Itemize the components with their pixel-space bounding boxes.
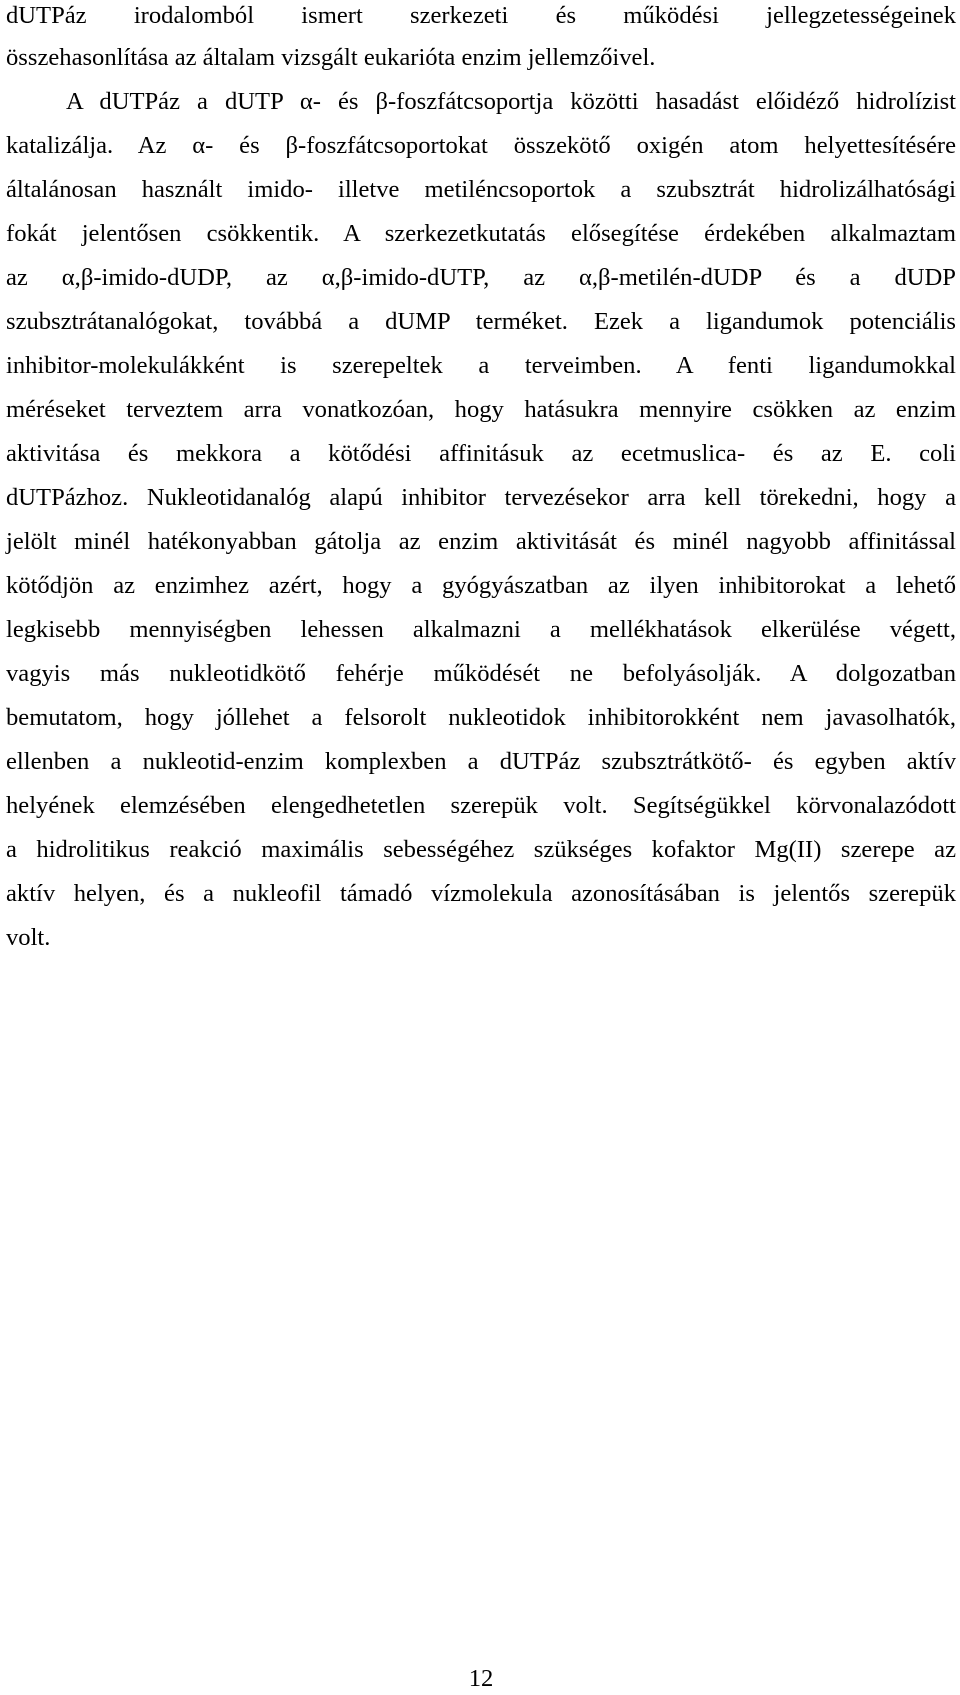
text-line: szubsztrátanalógokat, továbbá a dUMP terméket. Ezek a ligandumok potenciális — [6, 308, 956, 335]
text-line: a hidrolitikus reakció maximális sebességéhez szükséges kofaktor Mg(II) szerepe az — [6, 836, 956, 863]
document-page — [6, 0, 956, 1693]
text-line: dUTPázhoz. Nukleotidanalóg alapú inhibitor tervezésekor arra kell törekedni, hogy a — [6, 484, 956, 511]
text-line: A dUTPáz a dUTP α- és β-foszfátcsoportja közötti hasadást előidéző hidrolízist — [66, 88, 956, 115]
text-line: aktív helyen, és a nukleofil támadó vízmolekula azonosításában is jelentős szerepük — [6, 880, 956, 907]
text-line: katalizálja. Az α- és β-foszfátcsoportokat összekötő oxigén atom helyettesítésére — [6, 132, 956, 159]
text-line: méréseket terveztem arra vonatkozóan, hogy hatásukra mennyire csökken az enzim — [6, 396, 956, 423]
text-line: általánosan használt imido- illetve metiléncsoportok a szubsztrát hidrolizálhatósági — [6, 176, 956, 203]
page-number: 12 — [468, 1665, 494, 1692]
text-line: az α,β-imido-dUDP, az α,β-imido-dUTP, az α,β-metilén-dUDP és a dUDP — [6, 264, 956, 291]
text-line: legkisebb mennyiségben lehessen alkalmazni a mellékhatások elkerülése végett, — [6, 616, 956, 643]
text-line: ellenben a nukleotid-enzim komplexben a dUTPáz szubsztrátkötő- és egyben aktív — [6, 748, 956, 775]
text-line: kötődjön az enzimhez azért, hogy a gyógyászatban az ilyen inhibitorokat a lehető — [6, 572, 956, 599]
text-line: fokát jelentősen csökkentik. A szerkezetkutatás elősegítése érdekében alkalmaztam — [6, 220, 956, 247]
text-line: helyének elemzésében elengedhetetlen szerepük volt. Segítségükkel körvonalazódott — [6, 792, 956, 819]
text-line: jelölt minél hatékonyabban gátolja az enzim aktivitását és minél nagyobb affinitással — [6, 528, 956, 555]
text-line: dUTPáz irodalomból ismert szerkezeti és működési jellegzetességeinek — [6, 2, 956, 29]
text-line: bemutatom, hogy jóllehet a felsorolt nukleotidok inhibitorokként nem javasolhatók, — [6, 704, 956, 731]
text-line: inhibitor-molekulákként is szerepeltek a terveimben. A fenti ligandumokkal — [6, 352, 956, 379]
text-line: volt. — [6, 924, 51, 951]
text-line: összehasonlítása az általam vizsgált eukarióta enzim jellemzőivel. — [6, 44, 656, 71]
text-line: aktivitása és mekkora a kötődési affinitásuk az ecetmuslica- és az E. coli — [6, 440, 956, 467]
text-line: vagyis más nukleotidkötő fehérje működését ne befolyásolják. A dolgozatban — [6, 660, 956, 687]
